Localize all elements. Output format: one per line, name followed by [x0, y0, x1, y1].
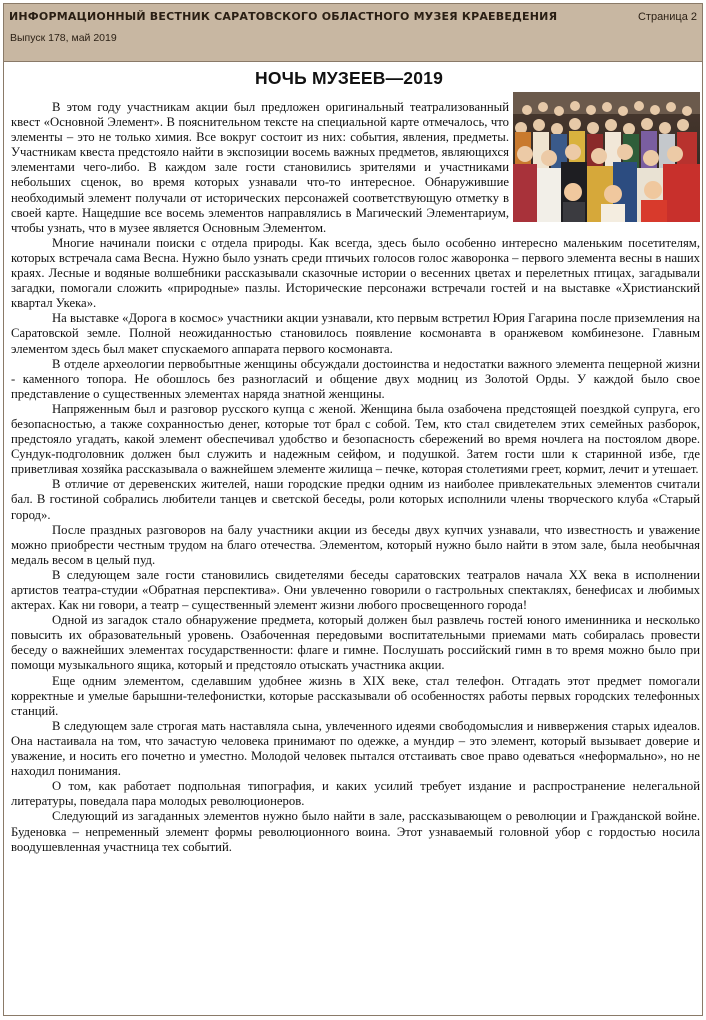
newsletter-header — [4, 4, 702, 62]
article-paragraph: В отделе археологии первобытные женщины обсуждали достоинства и недостатки важного элемента пещерной жизни - каменного топора. Не обошлось без разногласий и общение двух модниц из Золотой Орды. У каждой было свое представление о существенных элементах наряда знатной женщины. — [11, 356, 700, 401]
page-number: Страница 2 — [637, 11, 697, 23]
article-title: НОЧЬ МУЗЕЕВ—2019 — [254, 68, 444, 88]
article-paragraph: На выставке «Дорога в космос» участники акции узнавали, кто первым встретил Юрия Гагарина после приземления на Саратовской земле. Полной неожиданностью становилось появление космонавта в оранжевом комбинезоне. Главным элементом здесь был макет спускаемого аппарата первого космонавта. — [11, 311, 700, 356]
article-paragraph: Одной из загадок стало обнаружение предмета, который должен был развлечь гостей юного именинника и несколько повысить их образовательный уровень. Озабоченная передовыми воспитательными приемами мать собиралась провести беседу о важнейших элементах государственности: флаге и гимне. Послушать российский гимн в то время можно было при помощи музыкального ящика, который и предстояло отыскать участника акции. — [11, 613, 700, 673]
issue-info: Выпуск 178, май 2019 — [10, 32, 117, 44]
masthead-title: ИНФОРМАЦИОННЫЙ ВЕСТНИК САРАТОВСКОГО ОБЛАСТНОГО МУЗЕЯ КРАЕВЕДЕНИЯ — [9, 10, 558, 23]
article-paragraph: Напряженным был и разговор русского купца с женой. Женщина была озабочена предстоящей поездкой супруга, его безопасностью, а также сохранностью денег, которые тот брал с собой. Тем, кто стал свидетелем этих семейных разборок, предстояло угадать, какой элемент обеспечивал удобство и безопасность сбережений во время ночлега на постоялом дворе. Сундук-подголовник должен был служить и надежным сейфом, и подушкой. Затем гости шли к старинной избе, где приветливая хозяйка рассказывала о важнейшем элементе жилища – печке, которая столетиями греет, кормит, лечит и утешает. — [11, 401, 700, 477]
article-paragraph: Еще одним элементом, сделавшим удобнее жизнь в XIX веке, стал телефон. Отгадать этот предмет помогали корректные и умелые барышни-телефонистки, которые рассказывали об особенностях работы первых городских телефонных станций. — [11, 673, 700, 718]
article-paragraph: В этом году участникам акции был предложен оригинальный театрализованный квест «Основной Элемент». В пояснительном тексте на специальной карте отмечалось, что элементы – это не только химия. Все вокруг состоит из них: события, явления, предметы. Участникам квеста предстояло найти в экспозиции восемь важных предметов, являющихся элементами чего-либо. В каждом зале гости становились зрителями и участниками небольших сценок, во время которых узнавали что-то интересное. Обнаружившие необходимый элемент получали от исторических персонажей соответствующую отметку в своей карте. Нащедшие все восемь элементов направлялись в Магический Элементариум, чтобы узнать, что в музее является Основным Элементом. — [11, 100, 509, 235]
article-paragraph: О том, как работает подпольная типография, и каких усилий требует издание и распространение нелегальной литературы, поведала пара молодых революционеров. — [11, 779, 700, 809]
article-paragraph: В следующем зале строгая мать наставляла сына, увлеченного идеями свободомыслия и ниввержения старых идеалов. Она настаивала на том, что зачастую человека принимают по одежке, а мундир – это элемент, который вызывает доверие и уважение, и носить его почетно и уместно. Молодой человек пытался отстаивать свое право одеваться «неформально», но не находил понимания. — [11, 718, 700, 779]
article-paragraph: В отличие от деревенских жителей, наши городские предки одним из наиболее привлекательных элементов считали бал. В гостиной собрались любители танцев и светской беседы, роли которых исполнили члены творческого клуба «Старый город». — [11, 477, 700, 522]
photo-spacer — [512, 100, 700, 233]
article-paragraph: Следующий из загаданных элементов нужно было найти в зале, рассказывающем о революции и Гражданской войне. Буденовка – непременный элемент формы революционного воина. Этот узнаваемый головной убор с гордостью носила воодушевленная участница тех событий. — [11, 809, 700, 854]
article-paragraph: В следующем зале гости становились свидетелями беседы саратовских театралов начала XX века в исполнении артистов театра-студии «Обратная перспектива». Они увлеченно говорили о гастрольных спектаклях, бенефисах и любимых актерах. Как ни говори, а театр – существенный элемент жизни любого просвещенного города! — [11, 567, 700, 613]
article-paragraph: Многие начинали поиски с отдела природы. Как всегда, здесь было особенно интересно маленьким посетителям, которых встречала сама Весна. Нужно было узнать среди птичьих голосов голос жаворонка – первого элемента весны в наших краях. Лесные и водяные волшебники рассказывали сказочные истории о весенних цветах и перелетных птицах, загадывали загадки, помогали сложить «природные» пазлы. Исторические персонажи встречали гостей и на выставке «Христианский квартал Укека». — [11, 235, 700, 311]
article-paragraph: После праздных разговоров на балу участники акции из беседы двух купчих узнавали, что известность и уважение можно приобрести честным трудом на благо отечества. Элементом, который нужно было найти в этом зале, была необычная медаль весом в целый пуд. — [11, 522, 700, 567]
article-body — [11, 100, 700, 855]
newsletter-page — [3, 3, 703, 1016]
